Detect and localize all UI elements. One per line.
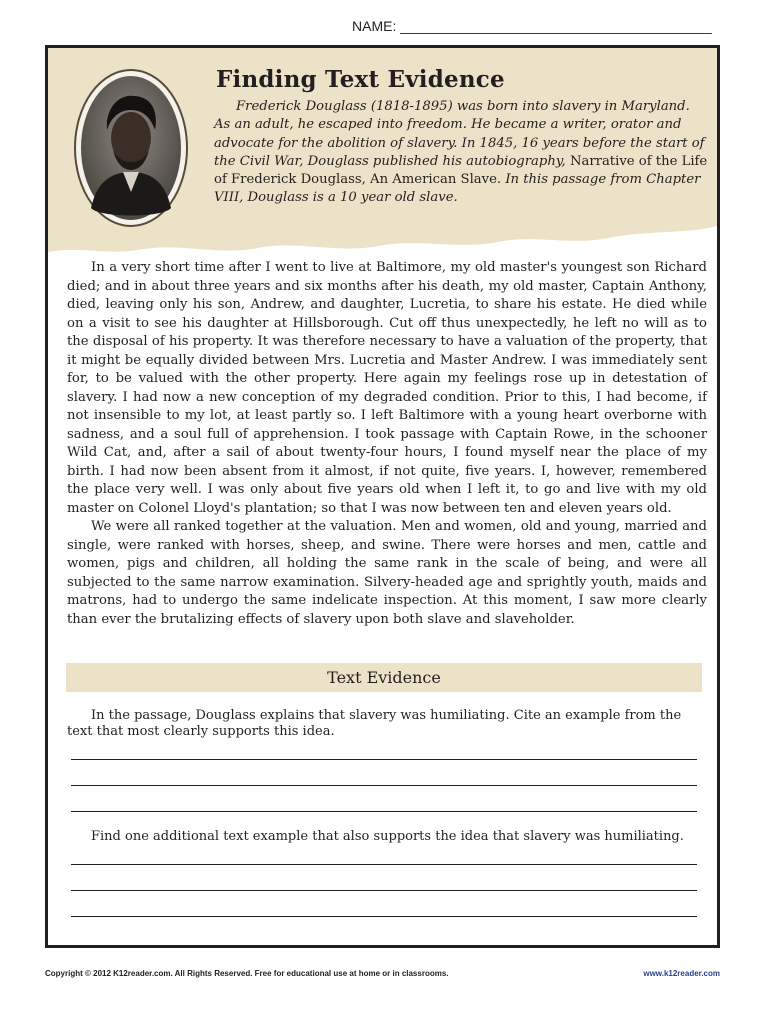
- intro-part1: Frederick Douglass (1818-1895) was born into slavery in Maryland. As an adult, he escaped into freedom. He became a writer, orator and advocate for the abolition of slavery. In 1845, 16 years before the start of the Civil War, Douglass published his autobiography,: [214, 99, 705, 169]
- question-2: [67, 829, 707, 845]
- text-evidence-heading: Text Evidence: [66, 663, 702, 692]
- intro-part2: In this passage from Chapter VIII, Douglass is a 10 year old slave.: [214, 172, 701, 206]
- reading-passage: [67, 259, 707, 629]
- intro-book-title: Narrative of the Life of Frederick Douglass, An American Slave.: [214, 153, 708, 188]
- answer-line-1[interactable]: [71, 759, 697, 760]
- name-field-label: NAME: ________________________________________: [352, 18, 712, 34]
- passage-paragraph-1: In a very short time after I went to live at Baltimore, my old master's youngest son Richard died; and in about three years and six months after his death, my old master, Captain Anthony, died, leaving only his son, Andrew, and daughter, Lucretia, to share his estate. He died while on a visit to see his daughter at Hillsborough. Cut off thus unexpectedly, he left no will as to the disposal of his property. It was therefore necessary to have a valuation of the property, that it might be equally divided between Mrs. Lucretia and Master Andrew. I was immediately sent for, to be valued with the other property. Here again my feelings rose up in detestation of slavery. I had now a new conception of my degraded condition. Prior to this, I had become, if not insensible to my lot, at least partly so. I left Baltimore with a young heart overborne with sadness, and a soul full of apprehension. I took passage with Captain Rowe, in the schooner Wild Cat, and, after a sail of about twenty-four hours, I found myself near the place of my birth. I had now been absent from it almost, if not quite, five years. I, however, remembered the place very well. I was only about five years old when I left it, to go and live with my old master on Colonel Lloyd's plantation; so that I was now between ten and eleven years old.: [67, 260, 707, 516]
- worksheet-frame: [45, 45, 720, 948]
- answer-line-5[interactable]: [71, 890, 697, 891]
- question-1: [67, 708, 707, 740]
- answer-line-2[interactable]: [71, 785, 697, 786]
- page-title: Finding Text Evidence: [216, 66, 505, 93]
- answer-line-4[interactable]: [71, 864, 697, 865]
- site-link[interactable]: www.k12reader.com: [643, 969, 720, 978]
- answer-line-3[interactable]: [71, 811, 697, 812]
- passage-paragraph-2: We were all ranked together at the valuation. Men and women, old and young, married and single, were ranked with horses, sheep, and swine. There were horses and men, cattle and women, pigs and children, all holding the same rank in the scale of being, and were all subjected to the same narrow examination. Silvery-headed age and sprightly youth, maids and matrons, had to undergo the same indelicate inspection. At this moment, I saw more clearly than ever the brutalizing effects of slavery upon both slave and slaveholder.: [67, 519, 707, 627]
- frederick-douglass-portrait: [73, 68, 189, 228]
- question-2-text: Find one additional text example that also supports the idea that slavery was humiliating.: [91, 829, 684, 844]
- answer-line-6[interactable]: [71, 916, 697, 917]
- question-1-text: In the passage, Douglass explains that slavery was humiliating. Cite an example from the text that most clearly supports this idea.: [67, 708, 682, 739]
- intro-text: [214, 98, 709, 208]
- copyright-notice: Copyright © 2012 K12reader.com. All Rights Reserved. Free for educational use at home or in classrooms.: [45, 969, 449, 978]
